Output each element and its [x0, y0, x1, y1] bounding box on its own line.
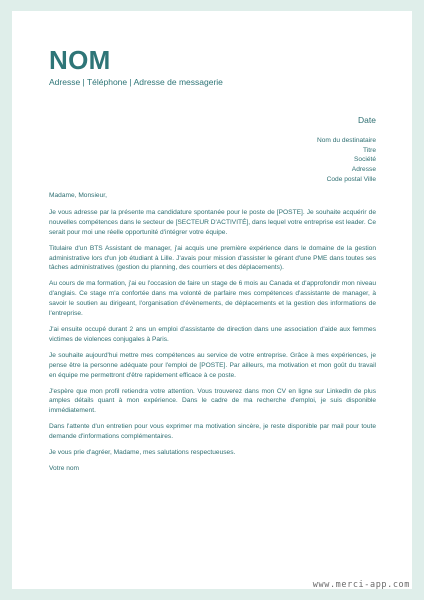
paragraph-1: Je vous adresse par la présente ma candidature spontanée pour le poste de [POSTE]. Je souhaite acquérir de nouvelles compétences dans le secteur de [SECTEUR D'ACTIVITÉ], dans lequel votre entreprise est leader. Ce serait pour moi une réelle opportunité d'intégrer votre équipe. [49, 208, 376, 236]
recipient-name: Nom du destinataire [316, 137, 376, 144]
paragraph-6: J'espère que mon profil retiendra votre attention. Vous trouverez dans mon CV en ligne sur LinkedIn de plus amples détails quant à mon expérience. Dans le cadre de ma recherche d'emploi, je suis disponible immédiatement. [49, 387, 376, 415]
recipient-block [317, 136, 376, 185]
footer-brand-link[interactable]: www.merci-app.com [312, 580, 410, 590]
paragraph-3: Au cours de ma formation, j'ai eu l'occasion de faire un stage de 6 mois au Canada et d'approfondir mon niveau d'anglais. Ce stage m'a confortée dans ma volonté de parfaire mes compétences d'assistante de manager, à savoir le soutien au dirigeant, l'organisation d'évènements, de déplacements et la gestion des informations de l'entreprise. [49, 280, 376, 318]
paragraph-7: Dans l'attente d'un entretien pour vous exprimer ma motivation sincère, je reste disponible par mail pour toute demande d'informations complémentaires. [49, 423, 376, 441]
sender-name: NOM [49, 45, 111, 75]
paragraph-4: J'ai ensuite occupé durant 2 ans un emploi d'assistante de direction dans une association d'aide aux femmes victimes de violences conjugales à Paris. [49, 325, 376, 343]
sender-contact-line: Adresse | Téléphone | Adresse de messagerie [49, 77, 223, 87]
recipient-title: Titre [363, 146, 376, 154]
paragraph-5: Je souhaite aujourd'hui mettre mes compétences au service de votre entreprise. Grâce à mes expériences, je pense être la personne adéquate pour l'emploi de [POSTE]. Par ailleurs, ma motivation et mon goût du travail en équipe me permettront d'être rapidement efficace à ce poste. [49, 351, 376, 379]
salutation: Madame, Monsieur, [49, 192, 107, 199]
signature: Votre nom [49, 464, 80, 472]
recipient-company: Société [354, 156, 376, 164]
closing: Je vous prie d'agréer, Madame, mes salutations respectueuses. [49, 449, 236, 457]
recipient-address: Adresse [351, 166, 376, 174]
recipient-city: Code postal Ville [326, 175, 376, 183]
letter-body [49, 191, 376, 480]
letter-page [12, 11, 412, 589]
paragraph-2: Titulaire d'un BTS Assistant de manager, j'ai acquis une première expérience dans le domaine de la gestion administrative lors d'un job étudiant à Lille. J'avais pour mission d'assister le gérant d'une PME dans toutes ses tâches administratives (gestion du planning, des courriers et des déplacements). [49, 244, 376, 272]
letter-date: Date [358, 115, 376, 125]
